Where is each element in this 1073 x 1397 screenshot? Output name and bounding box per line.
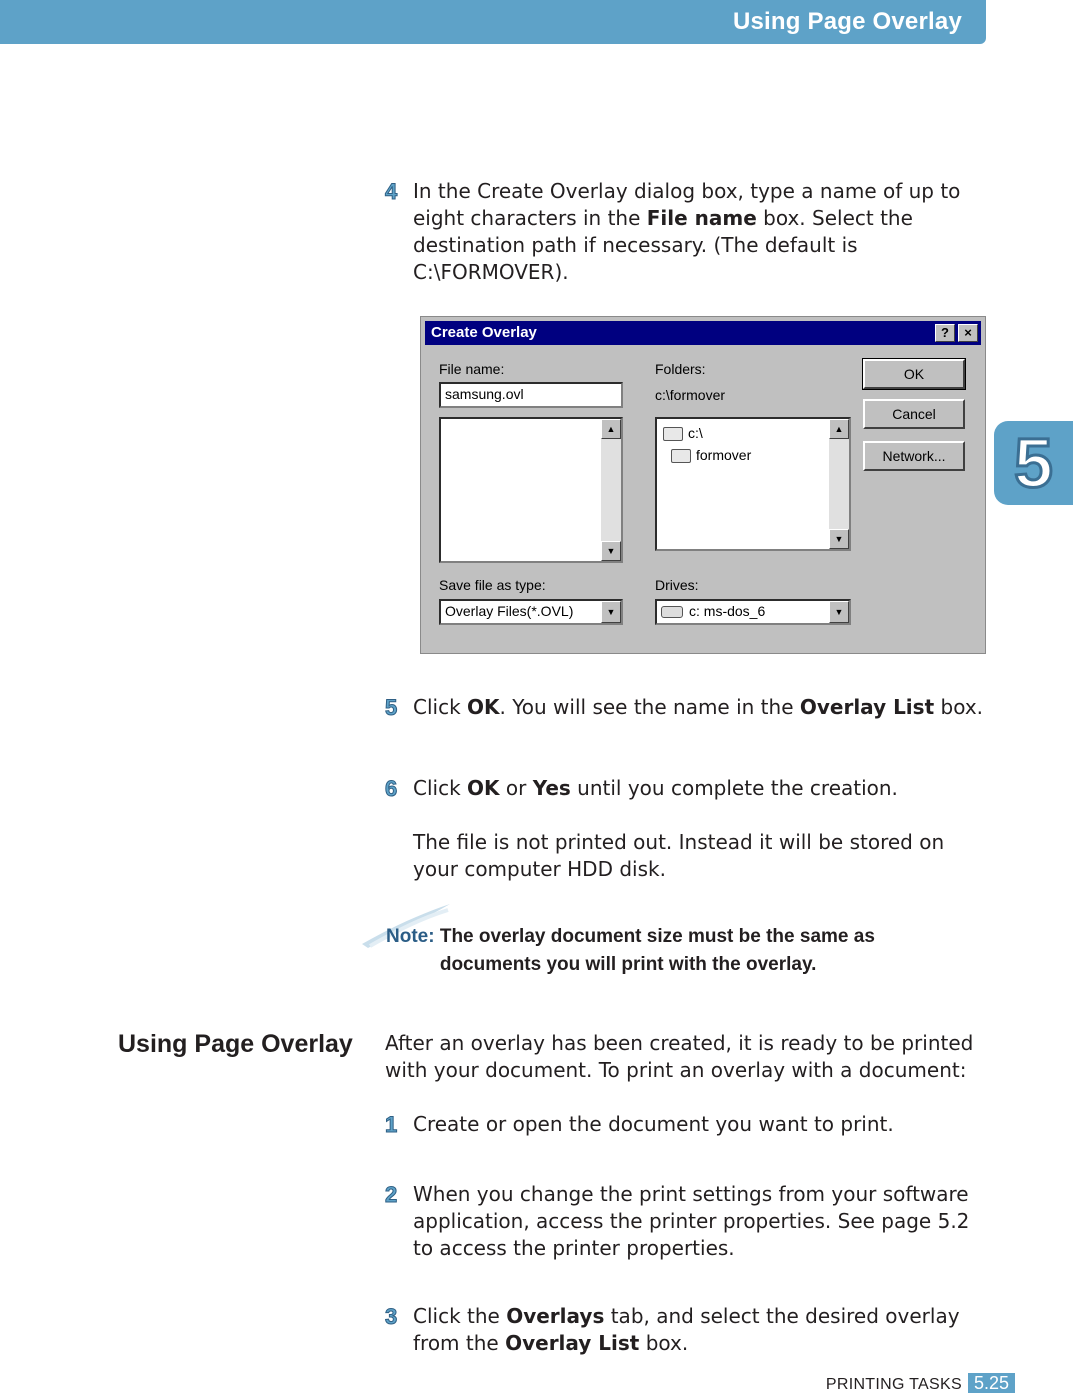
ok-button[interactable]: OK xyxy=(863,359,965,389)
page-footer xyxy=(826,1373,1015,1394)
drives-label: Drives: xyxy=(655,577,699,593)
text-run: or xyxy=(499,776,533,800)
create-overlay-dialog xyxy=(420,316,986,654)
scroll-up-icon[interactable]: ▲ xyxy=(829,419,849,439)
tree-item-label: formover xyxy=(696,447,752,463)
header-title: Using Page Overlay xyxy=(732,8,962,35)
step-number: 2 xyxy=(385,1182,398,1207)
chapter-tab xyxy=(994,421,1073,505)
network-button[interactable]: Network... xyxy=(863,441,965,471)
section-heading: Using Page Overlay xyxy=(118,1030,353,1058)
scroll-down-icon[interactable]: ▼ xyxy=(601,541,621,561)
file-list[interactable] xyxy=(439,417,623,563)
folders-label: Folders: xyxy=(655,361,706,377)
scroll-up-icon[interactable]: ▲ xyxy=(601,419,621,439)
step-3 xyxy=(385,1303,985,1357)
step-1 xyxy=(385,1111,985,1138)
bold-term: Yes xyxy=(532,776,571,800)
text-run: Click xyxy=(413,695,468,719)
help-button[interactable]: ? xyxy=(935,324,955,342)
step-number: 4 xyxy=(385,179,398,204)
tree-item-formover[interactable] xyxy=(671,447,751,463)
step-number: 6 xyxy=(385,776,398,801)
chapter-number: 5 xyxy=(1014,424,1053,502)
drives-select[interactable] xyxy=(655,599,851,625)
step-text xyxy=(413,178,985,286)
text-run: . You will see the name in the xyxy=(499,695,800,719)
dialog-title: Create Overlay xyxy=(431,324,537,341)
header-bar xyxy=(0,0,986,44)
section-intro: After an overlay has been created, it is ready to be printed with your document. To print an overlay with a document: xyxy=(385,1031,974,1082)
step-text xyxy=(413,775,985,802)
bold-term: Overlays xyxy=(506,1304,605,1328)
note-label: Note: xyxy=(386,926,435,947)
text-run: box. xyxy=(639,1331,689,1355)
chevron-down-icon[interactable]: ▼ xyxy=(829,601,849,623)
folder-tree-scrollbar[interactable] xyxy=(829,419,849,549)
step-text: Create or open the document you want to print. xyxy=(413,1112,894,1136)
text-run: tab, and select the desired overlay from the xyxy=(413,1304,960,1355)
bold-term: Overlay List xyxy=(799,695,935,719)
chevron-down-icon[interactable]: ▼ xyxy=(601,601,621,623)
bold-term: File name xyxy=(646,206,757,230)
file-name-label: File name: xyxy=(439,361,505,377)
footer-section: PRINTING TASKS xyxy=(825,1376,962,1393)
step-number: 3 xyxy=(385,1304,398,1329)
drive-icon xyxy=(661,606,683,618)
text-run: Click xyxy=(413,776,468,800)
step-text: When you change the print settings from your software application, access the printer properties. See page 5.2 to access the printer properties. xyxy=(413,1182,970,1260)
file-name-input[interactable]: samsung.ovl xyxy=(439,382,623,408)
step-6-detail: The file is not printed out. Instead it will be stored on your computer HDD disk. xyxy=(413,830,945,881)
step-5 xyxy=(385,694,985,721)
close-button[interactable]: × xyxy=(958,324,978,342)
step-4 xyxy=(385,178,985,286)
save-type-label: Save file as type: xyxy=(439,577,546,593)
note-text: The overlay document size must be the same as documents you will print with the overlay. xyxy=(439,926,875,975)
save-type-select[interactable] xyxy=(439,599,623,625)
scroll-down-icon[interactable]: ▼ xyxy=(829,529,849,549)
file-list-scrollbar[interactable] xyxy=(601,419,621,561)
step-2 xyxy=(385,1181,985,1262)
page-number: 5.25 xyxy=(968,1373,1015,1393)
step-text xyxy=(413,1303,985,1357)
text-run: box. Select the destination path if necessary. (The default is C:\FORMOVER). xyxy=(413,206,913,284)
text-run: until you complete the creation. xyxy=(570,776,898,800)
text-run: Click the xyxy=(413,1304,507,1328)
step-number: 1 xyxy=(385,1112,398,1137)
text-run: In the Create Overlay dialog box, type a name of up to eight characters in the xyxy=(413,179,961,230)
bold-term: OK xyxy=(467,695,500,719)
dialog-titlebar xyxy=(425,321,981,345)
step-number: 5 xyxy=(385,695,398,720)
open-folder-icon xyxy=(663,427,683,441)
text-run: box. xyxy=(934,695,984,719)
open-folder-icon xyxy=(671,449,691,463)
step-text xyxy=(413,694,985,721)
tree-item-root[interactable] xyxy=(663,425,703,441)
cancel-button[interactable]: Cancel xyxy=(863,399,965,429)
folder-tree[interactable] xyxy=(655,417,851,551)
bold-term: Overlay List xyxy=(505,1331,640,1355)
folders-path: c:\formover xyxy=(655,387,726,403)
note xyxy=(386,923,940,979)
save-type-value: Overlay Files(*.OVL) xyxy=(445,603,574,619)
tree-item-label: c:\ xyxy=(688,425,703,441)
drives-value: c: ms-dos_6 xyxy=(689,603,766,619)
step-6 xyxy=(385,775,985,802)
bold-term: OK xyxy=(467,776,500,800)
